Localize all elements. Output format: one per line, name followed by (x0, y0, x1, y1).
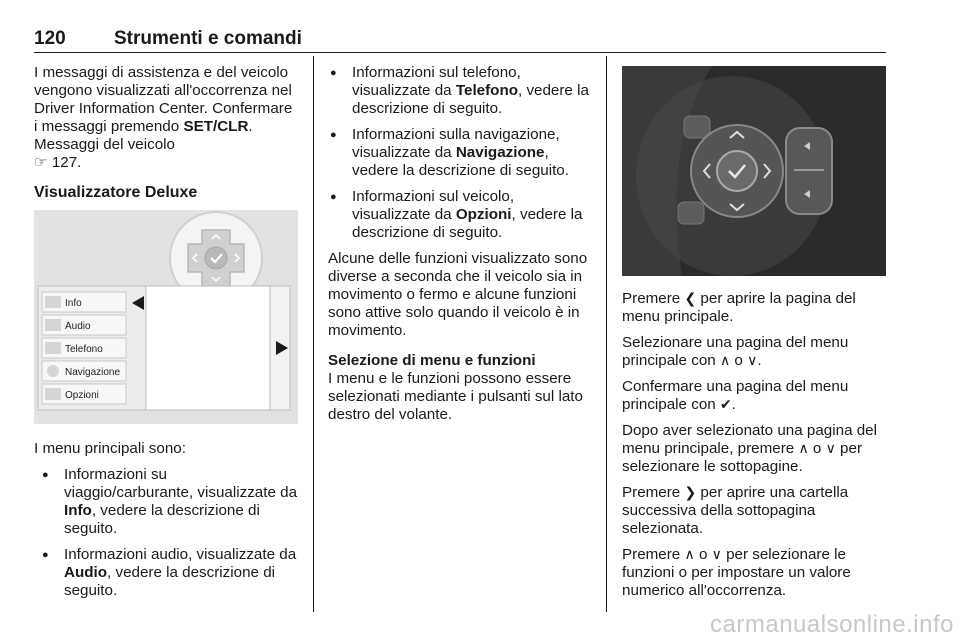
list-item: ● Informazioni su viaggio/carburante, visualizzate da Info, vedere la descrizione di seguito. (34, 466, 298, 538)
ok-button-icon (717, 151, 757, 191)
ok-button-icon (205, 247, 227, 269)
instruction-up-down: Selezionare una pagina del menu principale con ∧ o ∨. (622, 334, 849, 369)
column-left (34, 64, 298, 608)
intro-paragraph: I messaggi di assistenza e del veicolo vengono visualizzati all'occorrenza nel Driver Information Center. Confermare i messaggi premendo SET/CLR. Messaggi del veicolo ☞ 127. (34, 64, 293, 171)
phone-end-button-icon (678, 202, 704, 224)
phone-icon (45, 342, 61, 354)
list-item: ● Informazioni sul telefono, visualizzate da Telefono, vedere la descrizione di seguito. (328, 64, 592, 118)
subheading-selection: Selezione di menu e funzioni (328, 352, 536, 369)
chevron-up-icon: ∧ (719, 353, 731, 369)
page-reference: ☞ 127. (34, 154, 82, 171)
display-menu-audio: Audio (65, 321, 91, 332)
instruction-confirm: Confermare una pagina del menu principale con ✔. (622, 378, 849, 413)
display-menu-telefono: Telefono (65, 344, 103, 355)
chevron-up-icon: ∧ (684, 547, 695, 563)
display-menu-opzioni: Opzioni (65, 390, 99, 401)
column-divider (313, 56, 314, 612)
options-icon (45, 388, 61, 400)
chevron-up-icon: ∧ (798, 441, 809, 457)
column-right (622, 66, 886, 608)
main-menu-list-cont (328, 64, 592, 242)
chevron-down-icon: ∨ (747, 353, 758, 369)
instruction-left: Premere ❮ per aprire la pagina del menu principale. (622, 290, 856, 325)
section-title: Strumenti e comandi (114, 28, 302, 49)
page-header (34, 28, 886, 53)
display-menu-info: Info (65, 298, 82, 309)
phone-answer-button-icon (684, 116, 710, 138)
moving-paragraph: Alcune delle funzioni visualizzato sono diverse a seconda che il veicolo sia in movimento o fermo e alcune funzioni sono attive solo quando il veicolo è in movimento. (328, 250, 588, 339)
set-clr-label: SET/CLR (183, 118, 249, 135)
screen-content-area (146, 286, 270, 410)
list-item: ● Informazioni sul veicolo, visualizzate da Opzioni, vedere la descrizione di seguito. (328, 188, 592, 242)
chevron-left-icon: ❮ (684, 291, 697, 307)
page-number: 120 (34, 28, 66, 49)
watermark: carmanualsonline.info (710, 611, 954, 638)
instruction-functions: Premere ∧ o ∨ per selezionare le funzioni o per impostare un valore numerico all'occorrenza. (622, 546, 851, 599)
check-icon: ✔ (719, 397, 732, 413)
main-menu-list (34, 466, 298, 600)
display-menu-navigazione: Navigazione (65, 367, 121, 378)
info-icon (45, 296, 61, 308)
navigation-icon (47, 365, 59, 377)
selection-paragraph: I menu e le funzioni possono essere selezionati mediante i pulsanti sul lato destro del volante. (328, 370, 583, 423)
steering-wheel-controls-figure (622, 66, 886, 276)
chevron-down-icon: ∨ (825, 441, 836, 457)
list-item: ● Informazioni sulla navigazione, visualizzate da Navigazione, vedere la descrizione di seguito. (328, 126, 592, 180)
deluxe-display-figure (34, 210, 298, 424)
audio-icon (45, 319, 61, 331)
chevron-down-icon: ∨ (711, 547, 722, 563)
display-menu-list (42, 292, 126, 404)
list-item: ● Informazioni audio, visualizzate da Audio, vedere la descrizione di seguito. (34, 546, 298, 600)
instruction-subpages: Dopo aver selezionato una pagina del menu principale, premere ∧ o ∨ per selezionare le sottopagine. (622, 422, 877, 475)
chevron-right-icon: ❯ (684, 485, 697, 501)
column-middle (328, 64, 592, 432)
heading-deluxe: Visualizzatore Deluxe (34, 184, 198, 201)
instruction-right: Premere ❯ per aprire una cartella successiva della sottopagina selezionata. (622, 484, 849, 537)
menu-intro: I menu principali sono: (34, 440, 186, 457)
column-divider (606, 56, 607, 612)
